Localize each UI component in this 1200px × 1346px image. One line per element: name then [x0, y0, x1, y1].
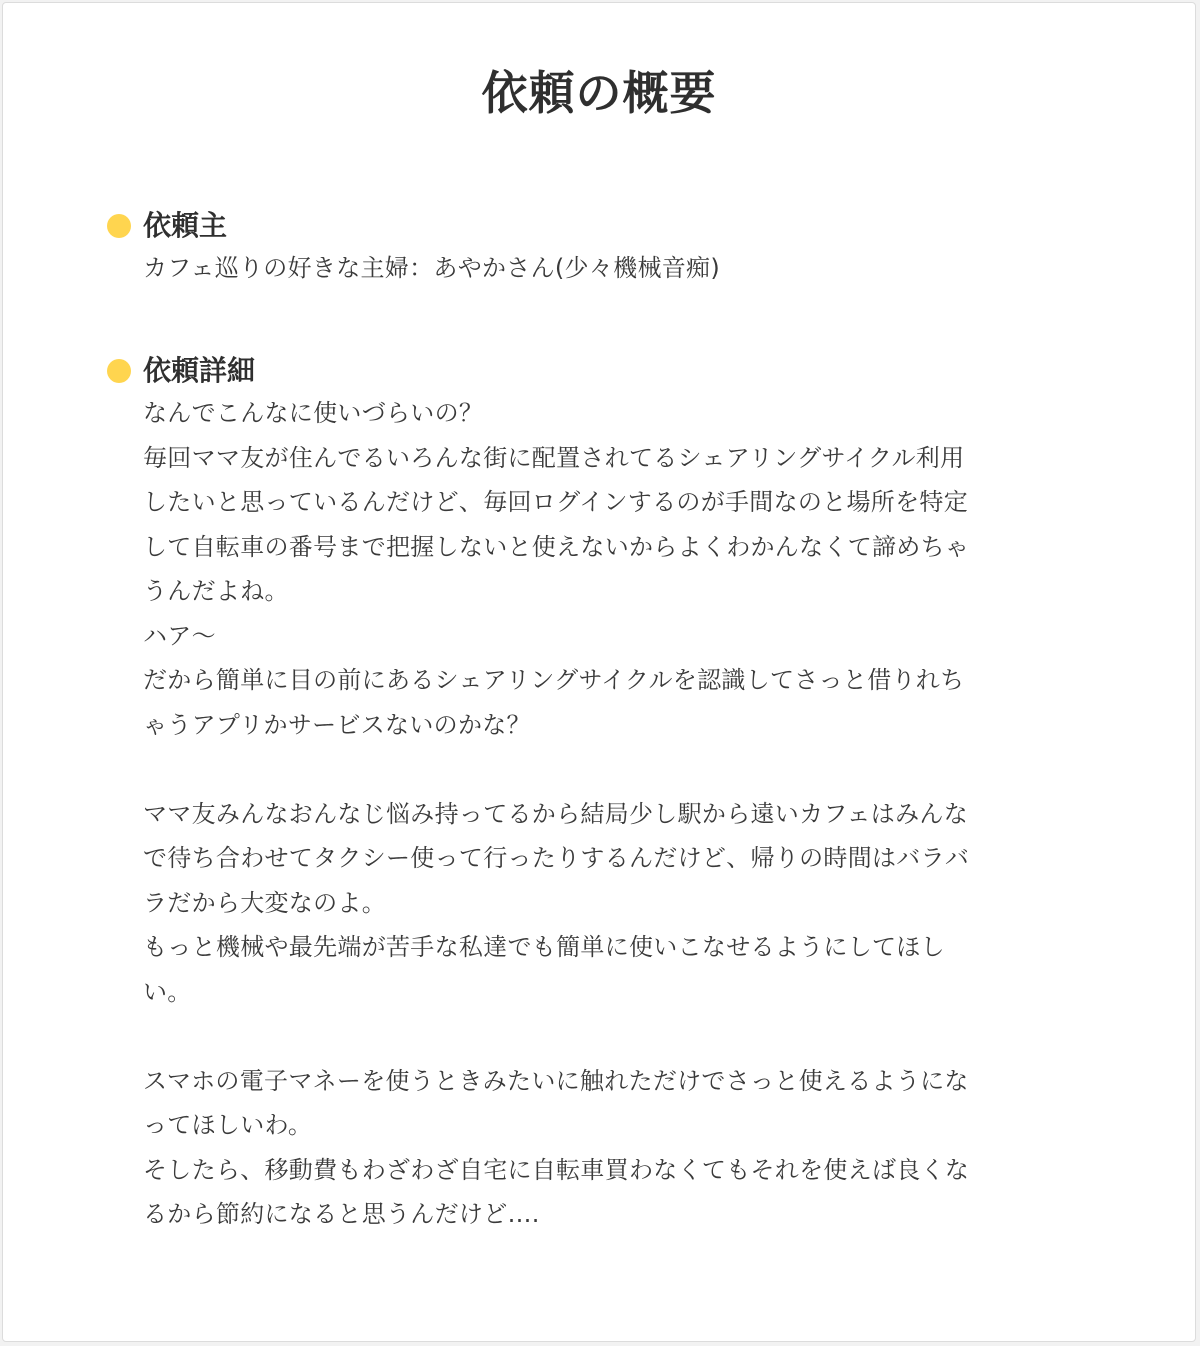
body-line: だから簡単に目の前にあるシェアリングサイクルを認識してさっと借りれち: [143, 666, 965, 694]
paragraph-gap: [143, 1014, 1097, 1059]
body-line: るから節約になると思うんだけど….: [143, 1200, 540, 1228]
body-line: して自転車の番号まで把握しないと使えないからよくわかんなくて諦めちゃ: [143, 532, 970, 561]
document-card: [2, 2, 1196, 1342]
body-line: で待ち合わせてタクシー使って行ったりするんだけど、帰りの時間はバラバ: [143, 844, 970, 872]
body-line: ゃうアプリかサービスないのかな？: [143, 710, 531, 739]
paragraph-gap: [143, 747, 1097, 792]
body-line: したいと思っているんだけど、毎回ログインするのが手間なのと場所を特定: [143, 488, 968, 516]
body-line: うんだよね。: [143, 577, 289, 605]
bullet-dot-icon: [107, 214, 131, 238]
section-heading: [107, 206, 1097, 246]
page-title: 依頼の概要: [481, 66, 717, 120]
body-line: い。: [143, 977, 192, 1006]
section-heading-text: 依頼主: [143, 209, 228, 242]
body-line: なんでこんなに使いづらいの？: [143, 399, 484, 427]
body-line: スマホの電子マネーを使うときみたいに触れただけでさっと使えるようにな: [143, 1066, 969, 1095]
bullet-dot-icon: [107, 359, 131, 383]
section-heading: [107, 351, 1097, 391]
body-line: ってほしいわ。: [143, 1111, 313, 1139]
body-line: そしたら、移動費もわざわざ自宅に自転車買わなくてもそれを使えば良くな: [143, 1155, 970, 1184]
body-line: カフェ巡りの好きな主婦：あやかさん(少々機械音痴): [143, 254, 721, 282]
body-line: ラだから大変なのよ。: [143, 888, 386, 917]
body-line: もっと機械や最先端が苦手な私達でも簡単に使いこなせるようにしてほし: [143, 933, 945, 961]
body-line: 毎回ママ友が住んでるいろんな街に配置されてるシェアリングサイクル利用: [143, 443, 965, 472]
section-body: [143, 391, 1097, 1237]
section-client: [107, 206, 1097, 291]
body-line: ハア〜: [143, 621, 216, 650]
section-heading-text: 依頼詳細: [143, 354, 256, 387]
section-details: [107, 351, 1097, 1237]
section-body: [143, 246, 1097, 291]
body-line: ママ友みんなおんなじ悩み持ってるから結局少し駅から遠いカフェはみんな: [143, 799, 968, 828]
